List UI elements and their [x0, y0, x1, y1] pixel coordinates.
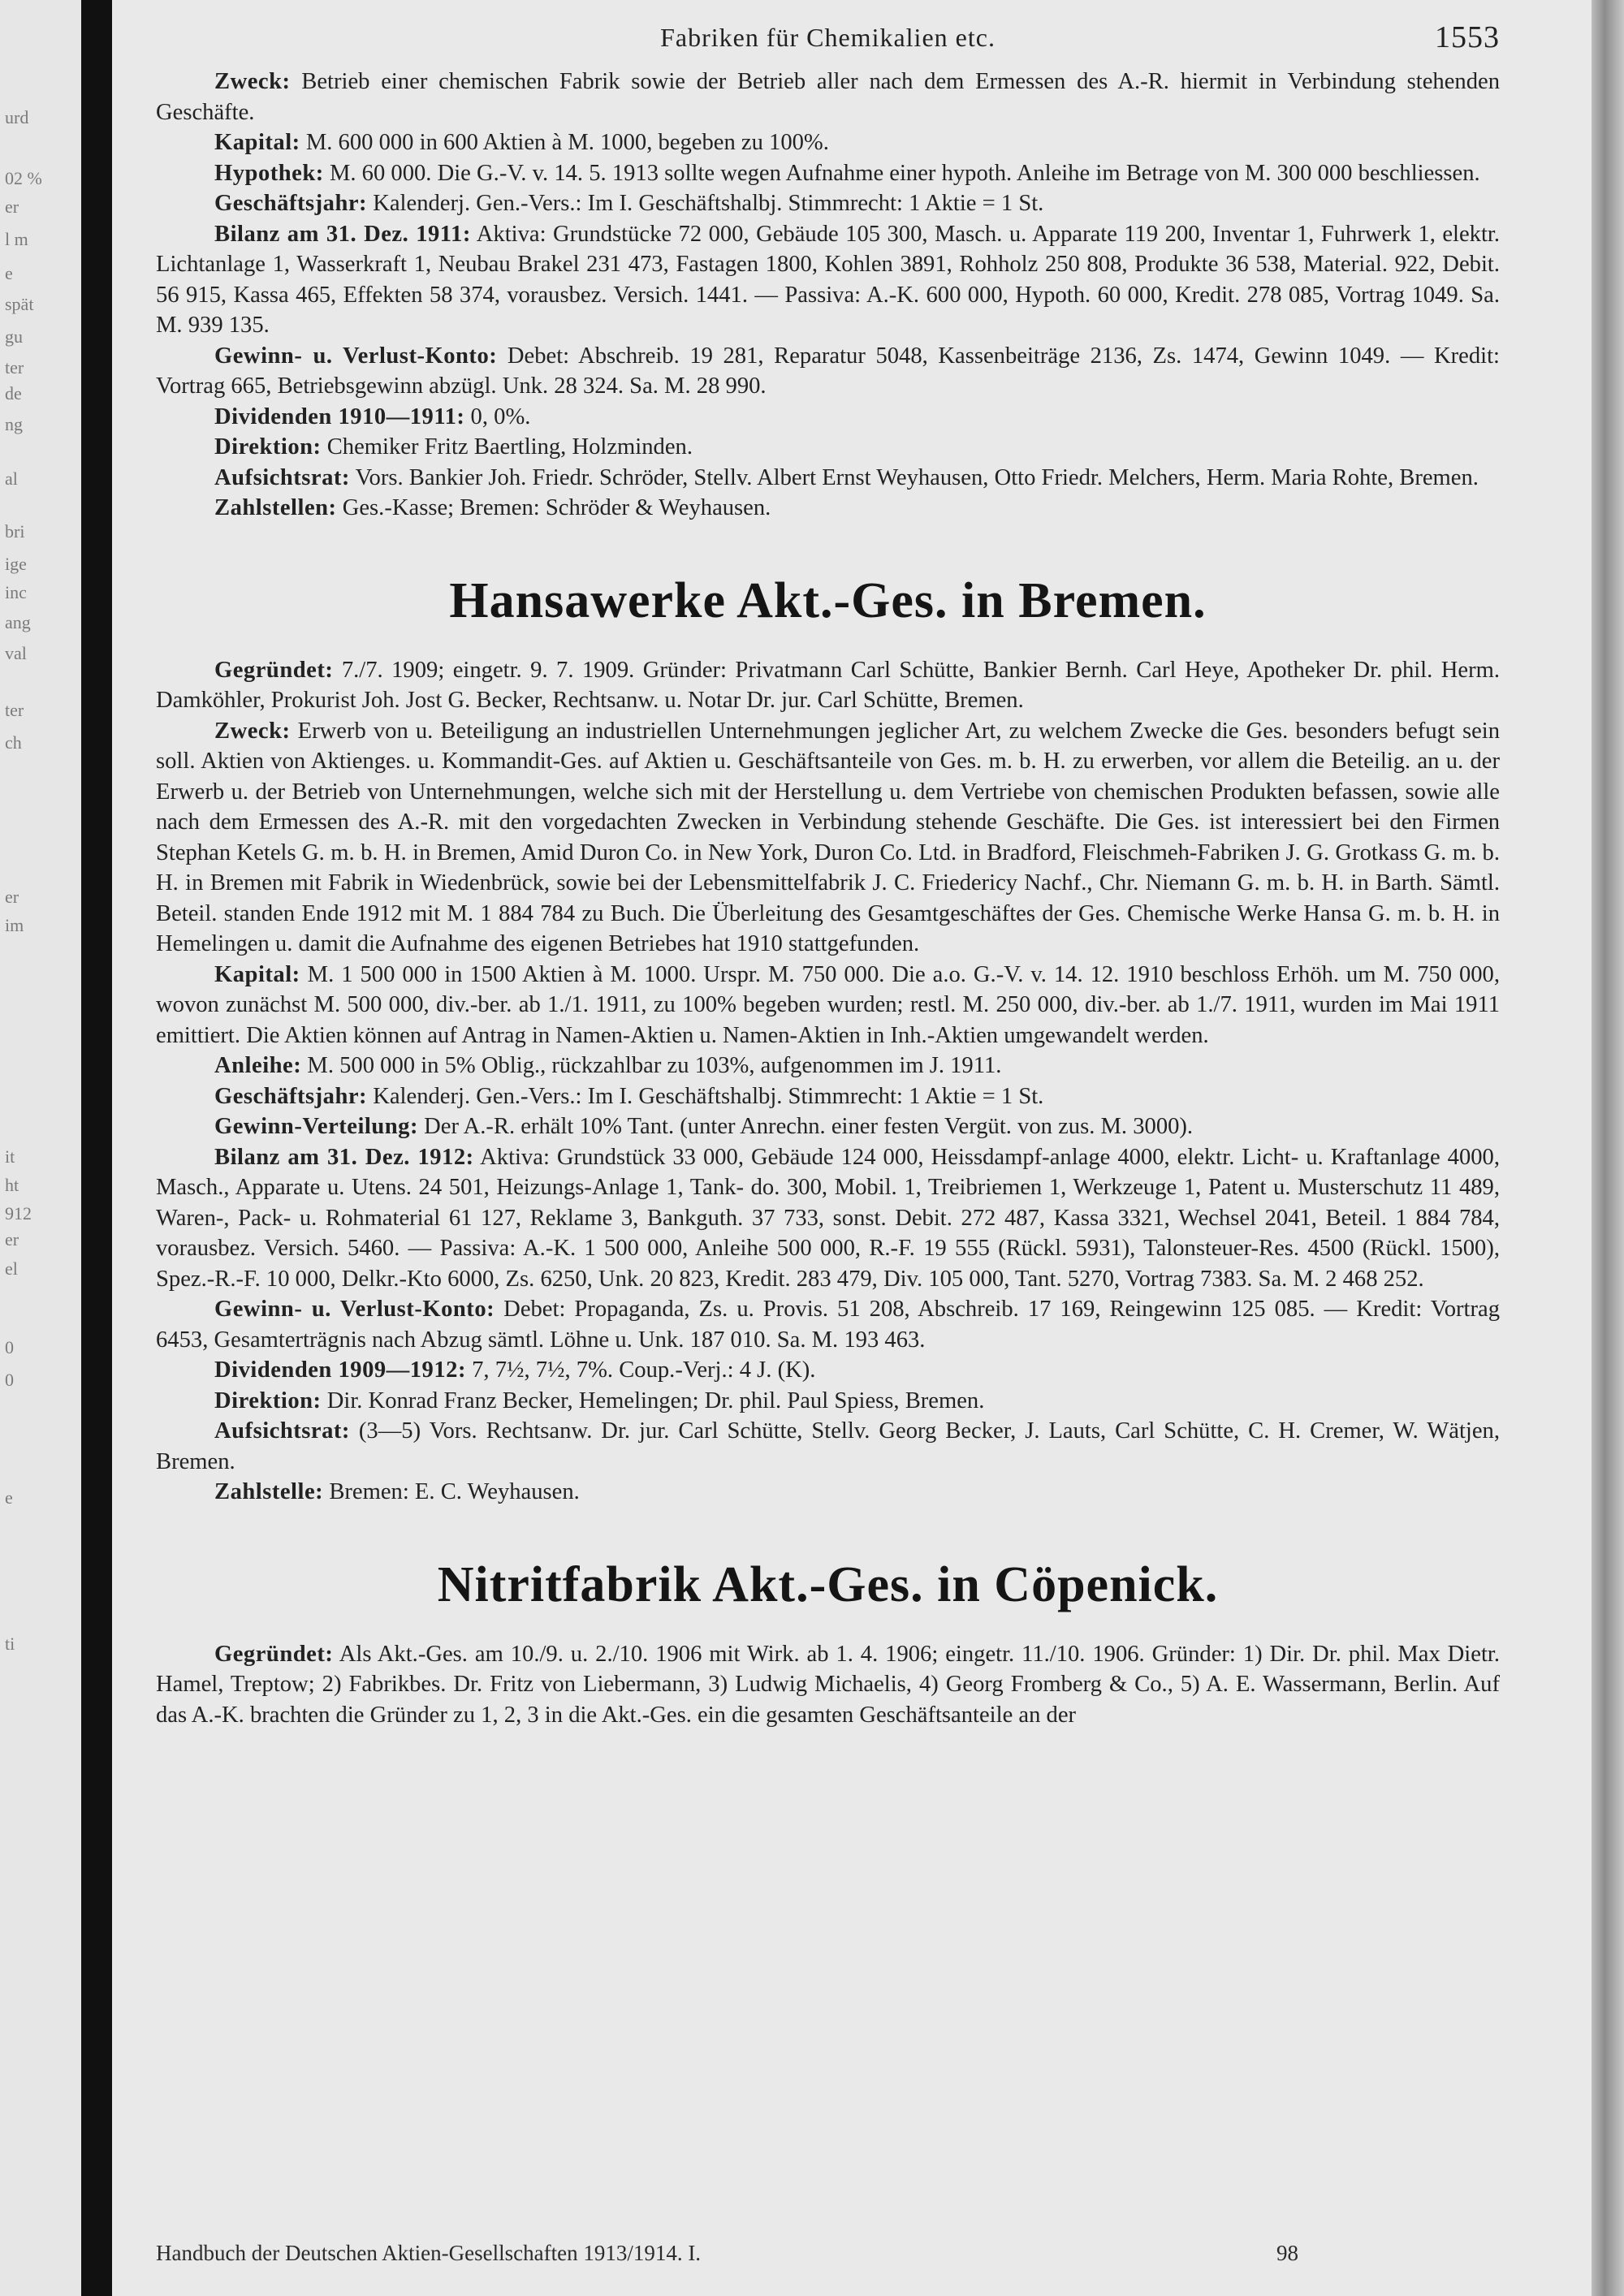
margin-fragment: al	[5, 468, 18, 489]
footer-signature: 98	[1276, 2241, 1298, 2265]
entry-text: Dir. Konrad Franz Becker, Hemelingen; Dr. phil. Paul Spiess, Bremen.	[326, 1388, 985, 1413]
margin-fragment: ige	[5, 554, 27, 574]
margin-fragment: inc	[5, 582, 27, 602]
page	[112, 0, 1592, 2296]
entry-text: Aktiva: Grundstücke 72 000, Gebäude 105 300, Masch. u. Apparate 119 200, Inventar 1, Fuhrwerk 1, elektr. Lichtanlage 1, Wasserkraft 1, Neubau Brakel 231 473, Fastagen 1800, Kohlen 3891, Rohholz 250 808, Produkte 36 538, Material. 922, Debit. 56 915, Kassa 465, Effekten 58 374, vorausbez. Versich. 1441. — Passiva: A.-K. 600 000, Hypoth. 60 000, Kredit. 278 085, Vortrag 1049. Sa. M. 939 135.	[156, 221, 1500, 338]
margin-fragment: 02 %	[5, 168, 42, 188]
sections	[156, 67, 1500, 1730]
margin-fragment: l m	[5, 229, 28, 249]
company-heading: Nitritfabrik Akt.-Ges. in Cöpenick.	[437, 1556, 1219, 1612]
entry-text: (3—5) Vors. Rechtsanw. Dr. jur. Carl Schütte, Stellv. Georg Becker, J. Lauts, Carl Schütte, C. H. Cremer, W. Wätjen, Bremen.	[156, 1418, 1500, 1474]
entry-paragraph	[156, 158, 1500, 189]
entry-label: Geschäftsjahr:	[214, 1083, 368, 1109]
entry-label: Zweck:	[214, 69, 291, 94]
page-content	[156, 20, 1501, 1730]
entry-paragraph	[156, 1477, 1500, 1508]
entry-text: Vors. Bankier Joh. Friedr. Schröder, Stellv. Albert Ernst Weyhausen, Otto Friedr. Melchers, Herm. Maria Rohte, Bremen.	[355, 464, 1479, 490]
entry-label: Bilanz am 31. Dez. 1912:	[214, 1144, 474, 1170]
entry-paragraph	[156, 67, 1500, 127]
entry-paragraph	[156, 127, 1500, 158]
company-heading: Hansawerke Akt.-Ges. in Bremen.	[449, 572, 1207, 628]
margin-fragment: ch	[5, 732, 22, 753]
entry-text: Der A.-R. erhält 10% Tant. (unter Anrechn. einer festen Vergüt. von zus. M. 3000).	[424, 1114, 1194, 1139]
company-section	[156, 1555, 1500, 1731]
entry-label: Hypothek:	[214, 160, 324, 186]
margin-fragment: ti	[5, 1634, 15, 1654]
entry-label: Zweck:	[214, 718, 291, 744]
entry-text: Kalenderj. Gen.-Vers.: Im I. Geschäftshalbj. Stimmrecht: 1 Aktie = 1 St.	[373, 191, 1044, 216]
entry-text: 7./7. 1909; eingetr. 9. 7. 1909. Gründer: Privatmann Carl Schütte, Bankier Bernh. Carl Heye, Apotheker Dr. phil. Herm. Damköhler, Prokurist Joh. Jost G. Becker, Rechtsanw. u. Notar Dr. jur. Carl Schütte, Bremen.	[156, 657, 1500, 713]
entry-paragraph	[156, 960, 1500, 1051]
margin-fragment: el	[5, 1258, 18, 1279]
entry-label: Anleihe:	[214, 1053, 302, 1078]
entry-text: M. 500 000 in 5% Oblig., rückzahlbar zu 103%, aufgenommen im J. 1911.	[307, 1053, 1002, 1078]
entry-label: Zahlstelle:	[214, 1479, 324, 1504]
margin-fragment: ter	[5, 700, 24, 720]
entry-text: Als Akt.-Ges. am 10./9. u. 2./10. 1906 mit Wirk. ab 1. 4. 1906; eingetr. 11./10. 1906. Gründer: 1) Dir. Dr. phil. Max Dietr. Hamel, Treptow; 2) Fabrikbes. Dr. Fritz von Liebermann, 3) Ludwig Michaelis, 4) Georg Fromberg & Co., 5) A. E. Wassermann, Berlin. Auf das A.-K. brachten die Gründer zu 1, 2, 3 in die Akt.-Ges. ein die gesamten Geschäftsanteile an der	[156, 1641, 1500, 1728]
entry-paragraph	[156, 716, 1500, 960]
entry-paragraph	[156, 1081, 1500, 1112]
entry-text: M. 60 000. Die G.-V. v. 14. 5. 1913 sollte wegen Aufnahme einer hypoth. Anleihe im Betrage von M. 300 000 beschliessen.	[329, 160, 1480, 186]
entry-text: Kalenderj. Gen.-Vers.: Im I. Geschäftshalbj. Stimmrecht: 1 Aktie = 1 St.	[373, 1083, 1044, 1109]
footer-source: Handbuch der Deutschen Aktien-Gesellschaften 1913/1914. I.	[156, 2241, 702, 2265]
entry-text: Erwerb von u. Beteiligung an industriellen Unternehmungen jeglicher Art, zu welchem Zwecke die Ges. besonders befugt sein soll. Aktien von Aktienges. u. Kommandit-Ges. auf Aktien u. Geschäftsanteile von Ges. m. b. H. zu erwerben, vor allem die Beteilig. an u. der Erwerb u. der Betrieb von Unternehmungen, welche sich mit der Herstellung u. dem Vertriebe von chemischen Produkten befassen, sowie alle nach dem Ermessen des A.-R. mit den vorgedachten Zwecken in Verbindung stehende Geschäfte. Die Ges. ist interessiert bei den Firmen Stephan Ketels G. m. b. H. in Bremen, Amid Duron Co. in New York, Duron Co. Ltd. in Bradford, Fleischmeh-Fabriken J. G. Grotkass G. m. b. H. in Bremen mit Fabrik in Wiedenbrück, sowie bei der Lebensmittelfabrik J. C. Friedericy Nachf., Chr. Niemann G. m. b. H. in Barth. Sämtl. Beteil. standen Ende 1912 mit M. 1 884 784 zu Buch. Die Überleitung des Gesamtgeschäftes der Ges. Chemische Werke Hansa G. m. b. H. in Hemelingen u. damit die Aufnahme des eigenen Betriebes hat 1910 stattgefunden.	[156, 718, 1500, 956]
entry-paragraph	[156, 1111, 1500, 1142]
margin-fragment: bri	[5, 521, 25, 542]
entry-paragraph	[156, 1639, 1500, 1731]
entry-label: Aufsichtsrat:	[214, 1418, 350, 1444]
entry-paragraph	[156, 463, 1500, 494]
entry-label: Direktion:	[214, 1388, 322, 1413]
margin-fragment: gu	[5, 326, 23, 347]
margin-fragment: er	[5, 887, 19, 907]
entry-paragraph	[156, 493, 1500, 524]
margin-fragment: e	[5, 263, 13, 283]
entry-text: Betrieb einer chemischen Fabrik sowie der Betrieb aller nach dem Ermessen des A.-R. hiermit in Verbindung stehenden Geschäfte.	[156, 69, 1500, 125]
entry-label: Dividenden 1910—1911:	[214, 404, 465, 429]
margin-fragment: val	[5, 643, 27, 663]
margin-fragment: ng	[5, 414, 23, 434]
margin-fragment: 0	[5, 1337, 14, 1357]
margin-fragment: ang	[5, 612, 31, 632]
entry-paragraph	[156, 1355, 1500, 1386]
margin-fragment: er	[5, 1229, 19, 1249]
entry-label: Geschäftsjahr:	[214, 191, 368, 216]
entry-text: Debet: Abschreib. 19 281, Reparatur 5048, Kassenbeiträge 2136, Zs. 1474, Gewinn 1049. — Kredit: Vortrag 665, Betriebsgewinn abzügl. Unk. 28 324. Sa. M. 28 990.	[156, 343, 1500, 399]
entry-text: 0, 0%.	[470, 404, 531, 429]
page-edge	[1592, 0, 1624, 2296]
margin-fragment: urd	[5, 107, 29, 127]
margin-fragment: ht	[5, 1175, 19, 1195]
margin-fragment: er	[5, 196, 19, 217]
page-footer	[156, 2241, 1500, 2273]
margin-fragment: 0	[5, 1370, 14, 1390]
entry-label: Zahlstellen:	[214, 495, 337, 520]
margin-fragment: ter	[5, 357, 24, 378]
entry-paragraph	[156, 1416, 1500, 1477]
entry-label: Kapital:	[214, 961, 300, 987]
entry-label: Gewinn- u. Verlust-Konto:	[214, 1297, 495, 1322]
page-number: 1553	[1435, 20, 1500, 54]
entry-paragraph	[156, 432, 1500, 463]
entry-paragraph	[156, 341, 1500, 402]
running-head-title: Fabriken für Chemikalien etc.	[660, 23, 996, 52]
entry-paragraph	[156, 188, 1500, 219]
entry-paragraph	[156, 1142, 1500, 1295]
entry-label: Direktion:	[214, 434, 322, 460]
company-section	[156, 67, 1500, 524]
entry-label: Gewinn-Verteilung:	[214, 1114, 418, 1139]
entry-text: Aktiva: Grundstück 33 000, Gebäude 124 000, Heissdampf-anlage 4000, elektr. Licht- u. Kraftanlage 4000, Masch., Apparate u. Utens. 24 501, Heizungs-Anlage 1, Tank- do. 300, Mobil. 1, Treibriemen 1, Werkzeuge 1, Patent u. Musterschutz 11 489, Waren-, Pack- u. Rohmaterial 61 127, Reklame 3, Bankguth. 37 733, sonst. Debit. 272 487, Kassa 3321, Wechsel 2041, Beteil. 1 884 784, vorausbez. Versich. 5460. — Passiva: A.-K. 1 500 000, Anleihe 500 000, R.-F. 19 555 (Rückl. 5931), Talonsteuer-Res. 4500 (Rückl. 1500), Spez.-R.-F. 10 000, Delkr.-Kto 6000, Zs. 6250, Unk. 20 823, Kredit. 283 479, Div. 105 000, Tant. 5270, Vortrag 7383. Sa. M. 2 468 252.	[156, 1144, 1500, 1292]
entry-paragraph	[156, 1051, 1500, 1081]
entry-paragraph	[156, 1386, 1500, 1417]
margin-fragment: de	[5, 383, 22, 404]
entry-text: Debet: Propaganda, Zs. u. Provis. 51 208, Abschreib. 17 169, Reingewinn 125 085. — Kredit: Vortrag 6453, Gesamterträgnis nach Abzug sämtl. Löhne u. Unk. 187 010. Sa. M. 193 463.	[156, 1297, 1500, 1353]
margin-fragment: e	[5, 1487, 13, 1508]
entry-paragraph	[156, 655, 1500, 716]
company-section	[156, 571, 1500, 1508]
entry-paragraph	[156, 402, 1500, 433]
entry-text: Chemiker Fritz Baertling, Holzminden.	[326, 434, 693, 460]
entry-text: Ges.-Kasse; Bremen: Schröder & Weyhausen.	[342, 495, 771, 520]
margin-fragment: spät	[5, 294, 34, 314]
margin-fragment: im	[5, 915, 24, 935]
entry-text: M. 600 000 in 600 Aktien à M. 1000, begeben zu 100%.	[305, 130, 829, 155]
entry-label: Kapital:	[214, 130, 300, 155]
entry-paragraph	[156, 219, 1500, 341]
entry-label: Dividenden 1909—1912:	[214, 1357, 466, 1383]
previous-page-margin	[0, 0, 81, 2296]
entry-paragraph	[156, 1294, 1500, 1355]
running-head	[156, 20, 1500, 57]
entry-label: Bilanz am 31. Dez. 1911:	[214, 221, 471, 247]
entry-label: Gegründet:	[214, 657, 334, 683]
margin-fragment: it	[5, 1146, 15, 1167]
entry-label: Aufsichtsrat:	[214, 464, 350, 490]
margin-fragment: 912	[5, 1203, 32, 1224]
entry-text: Bremen: E. C. Weyhausen.	[329, 1479, 580, 1504]
entry-label: Gewinn- u. Verlust-Konto:	[214, 343, 498, 369]
binding-shadow	[81, 0, 112, 2296]
entry-label: Gegründet:	[214, 1641, 334, 1667]
entry-text: M. 1 500 000 in 1500 Aktien à M. 1000. Urspr. M. 750 000. Die a.o. G.-V. v. 14. 12. 1910 beschloss Erhöh. um M. 750 000, wovon zunächst M. 500 000, div.-ber. ab 1./1. 1911, zu 100% begeben wurden; restl. M. 250 000, div.-ber. ab 1./7. 1911, wurden im Mai 1911 emittiert. Die Aktien können auf Antrag in Namen-Aktien u. Namen-Aktien in Inh.-Aktien umgewandelt werden.	[156, 961, 1501, 1048]
entry-text: 7, 7½, 7½, 7%. Coup.-Verj.: 4 J. (K).	[472, 1357, 816, 1383]
